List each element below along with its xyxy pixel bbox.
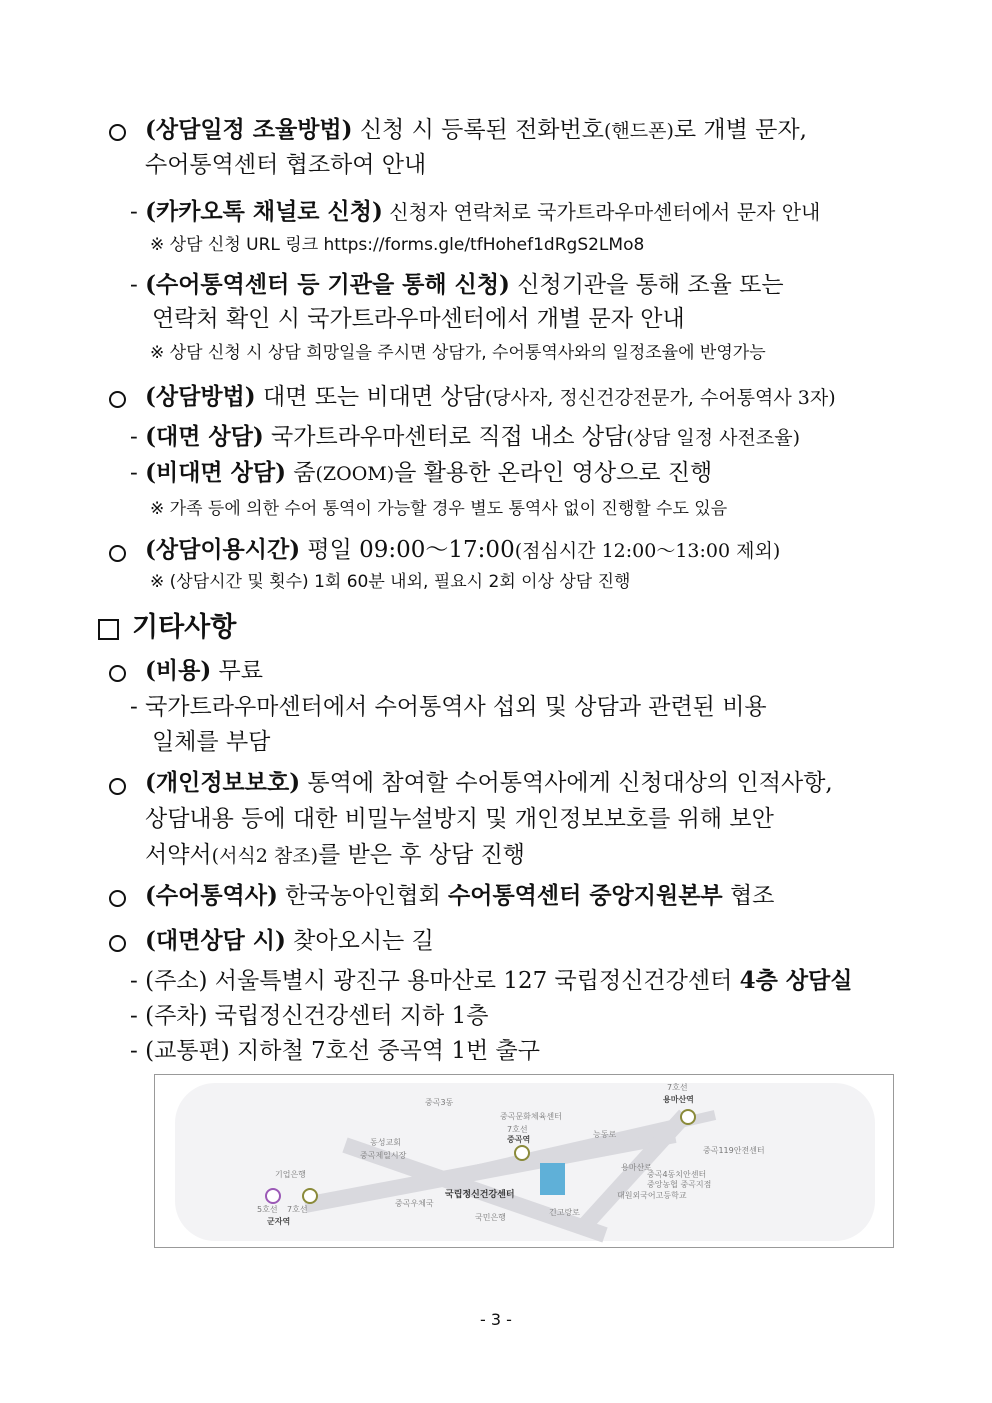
online-text-small: (ZOOM) [315, 463, 395, 485]
bullet-circle [109, 665, 126, 682]
privacy-line-2: 상담내용 등에 대한 비밀누설방지 및 개인정보보호를 위해 보안 [145, 806, 774, 832]
schedule-text-small: (핸드폰) [603, 120, 674, 142]
center-text: 신청기관을 통해 조율 또는 [509, 272, 784, 298]
parking-text: (주차) 국립정신건강센터 지하 1층 [145, 1003, 489, 1029]
hours-title: (상담이용시간) [145, 536, 301, 563]
bullet-circle [109, 391, 126, 408]
map-label: 중곡4동치안센터 [647, 1170, 707, 1179]
map-label: 긴고랑로 [549, 1208, 580, 1217]
schedule-line-1 [145, 115, 807, 146]
dash: - [130, 968, 146, 994]
section-heading: 기타사항 [132, 612, 237, 643]
center-line-2: 연락처 확인 시 국가트라우마센터에서 개별 문자 안내 [152, 306, 685, 332]
method-text-small: (당사자, 정신건강전문가, 수어통역사 3자) [484, 387, 836, 409]
face-line [130, 422, 800, 453]
cost-detail-1 [130, 692, 767, 722]
dash: - [130, 272, 146, 298]
dash: - [130, 1038, 146, 1064]
dash: - [130, 694, 146, 720]
cost-detail-text: 국가트라우마센터에서 수어통역사 섭외 및 상담과 관련된 비용 [145, 694, 767, 720]
map-label: 대원외국어고등학교 [617, 1191, 687, 1200]
map-label: 7호선 [287, 1205, 308, 1214]
interp-bold: 수어통역센터 중앙지원본부 [448, 882, 723, 909]
online-text: 줌 [285, 460, 316, 486]
center-note: ※ 상담 신청 시 상담 희망일을 주시면 상담가, 수어통역사와의 일정조율에 반영가능 [150, 343, 766, 363]
map-label: 5호선 [257, 1205, 278, 1214]
online-title: (비대면 상담) [145, 459, 286, 486]
center-title: (수어통역센터 등 기관을 통해 신청) [145, 271, 510, 298]
cost-detail-2: 일체를 부담 [152, 729, 271, 755]
station-marker [303, 1189, 317, 1203]
hours-line [145, 535, 780, 566]
visit-title: (대면상담 시) [145, 927, 286, 954]
map-label: 중곡역 [507, 1135, 531, 1144]
interp-title: (수어통역사) [145, 882, 278, 909]
map-label: 군자역 [267, 1217, 291, 1226]
page-number: - 3 - [480, 1310, 512, 1329]
privacy-text-3a: 서약서 [145, 842, 212, 868]
station-marker [266, 1189, 280, 1203]
hours-text-small: (점심시간 12:00～13:00 제외) [514, 540, 781, 562]
dash: - [130, 460, 146, 486]
kakao-text: 신청자 연락처로 국가트라우마센터에서 문자 안내 [382, 200, 821, 224]
parking-line [130, 1001, 488, 1031]
cost-text: 무료 [211, 658, 263, 684]
privacy-title: (개인정보보호) [145, 769, 301, 796]
transit-line [130, 1036, 540, 1066]
url-note: ※ 상담 신청 URL 링크 https://forms.gle/tfHohef1dRgS2LMo8 [150, 235, 645, 255]
hours-note: ※ (상담시간 및 횟수) 1회 60분 내외, 필요시 2회 이상 상담 진행 [150, 572, 631, 592]
dash: - [130, 424, 146, 450]
bullet-circle [109, 890, 126, 907]
map-label: 중앙농협 중곡지점 [647, 1180, 712, 1189]
privacy-text-3c: 를 받은 후 상담 진행 [318, 842, 526, 868]
face-title: (대면 상담) [145, 423, 264, 450]
dash: - [130, 1003, 146, 1029]
privacy-line-1 [145, 768, 833, 798]
bullet-circle [109, 545, 126, 562]
schedule-line-2: 수어통역센터 협조하여 안내 [145, 152, 427, 178]
method-note: ※ 가족 등에 의한 수어 통역이 가능할 경우 별도 통역사 없이 진행할 수도 있음 [150, 499, 728, 519]
address-line [130, 966, 853, 996]
face-text: 국가트라우마센터로 직접 내소 상담 [263, 424, 627, 450]
map-label: 7호선 [667, 1083, 688, 1092]
map-label: 능동로 [593, 1130, 617, 1139]
map-label: 기업은행 [275, 1170, 306, 1179]
schedule-text-end: 로 개별 문자, [673, 117, 807, 143]
bullet-circle [109, 124, 126, 141]
interp-end: 협조 [722, 883, 775, 909]
privacy-text: 통역에 참여할 수어통역사에게 신청대상의 인적사항, [300, 770, 833, 796]
station-marker [681, 1110, 695, 1124]
online-line [130, 458, 712, 489]
map-label: 중곡우체국 [395, 1199, 434, 1208]
cost-line [145, 656, 263, 686]
bullet-circle [109, 778, 126, 795]
map-label: 국립정신건강센터 [445, 1190, 515, 1200]
center-line-1 [130, 270, 784, 300]
kakao-title: (카카오톡 채널로 신청) [145, 198, 383, 225]
online-text-end: 을 활용한 온라인 영상으로 진행 [394, 460, 713, 486]
visit-line [145, 926, 434, 956]
building-icon [540, 1163, 565, 1195]
map-label: 중곡제일시장 [360, 1151, 407, 1160]
map-label: 7호선 [507, 1125, 528, 1134]
method-title: (상담방법) [145, 383, 256, 410]
address-text: (주소) 서울특별시 광진구 용마산로 127 국립정신건강센터 [145, 968, 740, 994]
bullet-circle [109, 935, 126, 952]
address-bold: 4층 상담실 [739, 967, 853, 994]
kakao-line [130, 197, 820, 227]
visit-text: 찾아오시는 길 [285, 928, 434, 954]
method-line [145, 382, 836, 413]
face-text-small: (상담 일정 사전조율) [626, 427, 801, 449]
section-box [98, 619, 119, 640]
station-marker [515, 1146, 529, 1160]
transit-text: (교통편) 지하철 7호선 중곡역 1번 출구 [145, 1038, 540, 1064]
interp-line [145, 881, 774, 911]
schedule-title: (상담일정 조율방법) [145, 116, 353, 143]
cost-title: (비용) [145, 657, 212, 684]
map-label: 중곡문화체육센터 [500, 1112, 562, 1121]
hours-text: 평일 09:00～17:00 [300, 537, 515, 563]
map-label: 용마산로 [621, 1163, 652, 1172]
location-map [154, 1074, 894, 1248]
map-label: 국민은행 [475, 1213, 506, 1222]
map-label: 중곡3동 [425, 1098, 454, 1107]
map-svg [155, 1075, 893, 1247]
schedule-text: 신청 시 등록된 전화번호 [352, 117, 604, 143]
map-label: 중곡119안전센터 [703, 1146, 765, 1155]
privacy-text-3b: (서식2 참조) [211, 845, 319, 867]
dash: - [130, 199, 146, 225]
privacy-line-3 [145, 840, 525, 871]
map-label: 용마산역 [663, 1095, 694, 1104]
interp-text: 한국농아인협회 [277, 883, 449, 909]
map-label: 동성교회 [370, 1138, 401, 1147]
method-text: 대면 또는 비대면 상담 [255, 384, 485, 410]
